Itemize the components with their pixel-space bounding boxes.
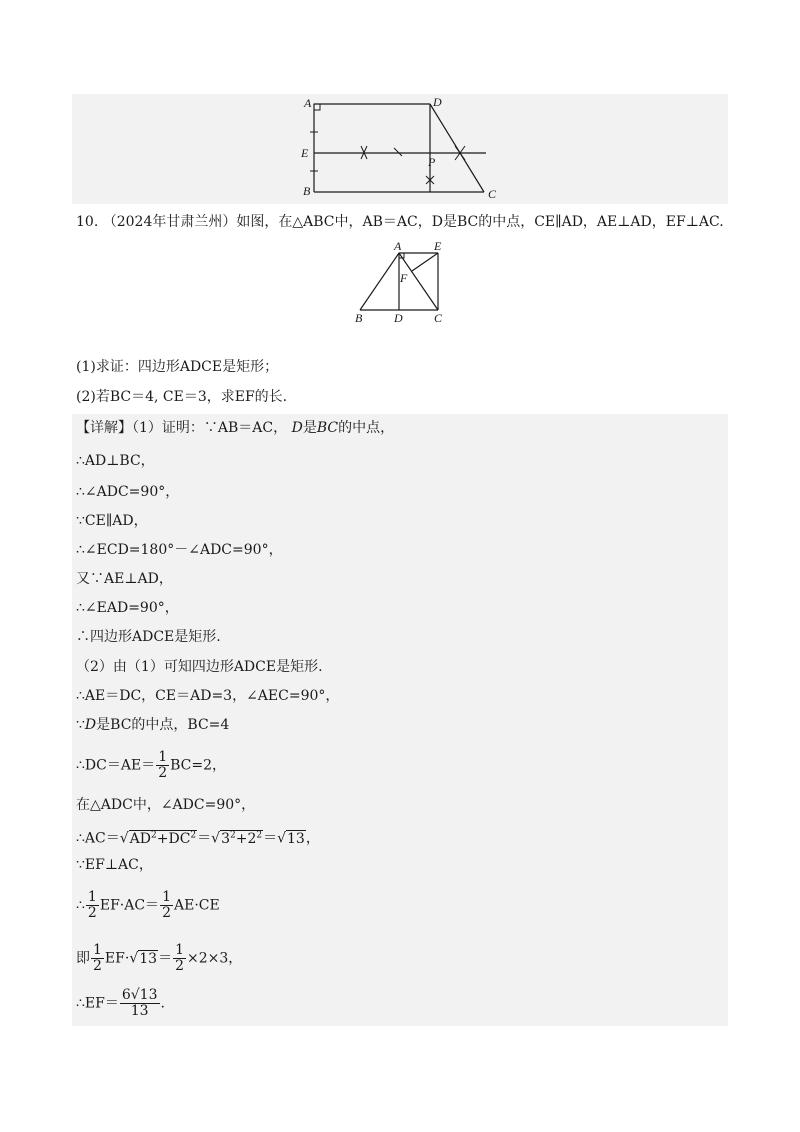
fig2-label-c: C bbox=[434, 311, 443, 325]
fig2-label-e: E bbox=[434, 239, 442, 253]
fig1-label-e: E bbox=[301, 146, 309, 160]
solution-line-15: ∵EF⊥AC， bbox=[76, 857, 153, 873]
solution-line-2: ∴AD⊥BC， bbox=[76, 453, 155, 469]
solution-line-18: ∴EF＝ $\frac{6√13}{13}$ . bbox=[76, 987, 165, 1019]
solution-line-17: 即 $\frac{1}{2}$ EF·√13＝ $\frac{1}{2}$ ×2×3， bbox=[76, 942, 243, 974]
fig1-label-p: P bbox=[428, 155, 436, 169]
solution-line-6: 又∵AE⊥AD， bbox=[76, 571, 173, 587]
figure1-diagram bbox=[300, 94, 510, 200]
solution-line-9: （2）由（1）可知四边形ADCE是矩形. bbox=[76, 659, 323, 675]
solution-line-4: ∵CE∥AD， bbox=[76, 513, 148, 529]
fig2-label-b: B bbox=[355, 311, 363, 325]
fig1-label-a: A bbox=[304, 96, 312, 110]
solution-line-5: ∴∠ECD=180°－∠ADC=90°， bbox=[76, 542, 283, 558]
fig1-label-c: C bbox=[488, 187, 497, 200]
solution-line-13: 在△ADC中，∠ADC=90°， bbox=[76, 797, 256, 813]
figure2-diagram bbox=[350, 238, 450, 328]
solution-line-10: ∴AE＝DC，CE＝AD=3，∠AEC=90°， bbox=[76, 688, 340, 704]
fraction-half: $\frac{1}{2}$ bbox=[158, 749, 168, 781]
question-2: (2)若BC＝4, CE＝3，求EF的长. bbox=[76, 389, 288, 405]
problem-stem: 10. （2024年甘肃兰州）如图，在△ABC中，AB＝AC，D是BC的中点，CE∥AD，AE⊥AD，EF⊥AC. bbox=[76, 214, 724, 230]
fig2-label-a: A bbox=[394, 239, 402, 253]
fraction-result: $\frac{6√13}{13}$ bbox=[121, 987, 158, 1019]
solution-line-12: ∴DC＝AE＝ $\frac{1}{2}$ BC=2， bbox=[76, 749, 227, 781]
solution-line-8: ∴四边形ADCE是矩形. bbox=[76, 629, 221, 645]
solution-line-16: ∴ $\frac{1}{2}$ EF·AC＝ $\frac{1}{2}$ AE·CE bbox=[76, 889, 220, 921]
fig1-label-b: B bbox=[303, 184, 311, 198]
solution-line-1: 【详解】（1）证明：∵AB＝AC， D是BC的中点， bbox=[76, 420, 395, 436]
fig1-label-d: D bbox=[433, 95, 442, 109]
question-1: (1)求证：四边形ADCE是矩形； bbox=[76, 359, 279, 375]
solution-line-14: $\therefore AC=√AD^2+DC^2=√3^2+2^2=√13$， bbox=[76, 830, 320, 847]
solution-line-11: ∵D是BC的中点，BC=4 bbox=[76, 717, 230, 733]
fig2-label-f: F bbox=[400, 271, 408, 285]
solution-line-7: ∴∠EAD=90°， bbox=[76, 600, 179, 616]
solution-line-3: ∴∠ADC=90°， bbox=[76, 484, 180, 500]
fig2-label-d: D bbox=[394, 311, 403, 325]
